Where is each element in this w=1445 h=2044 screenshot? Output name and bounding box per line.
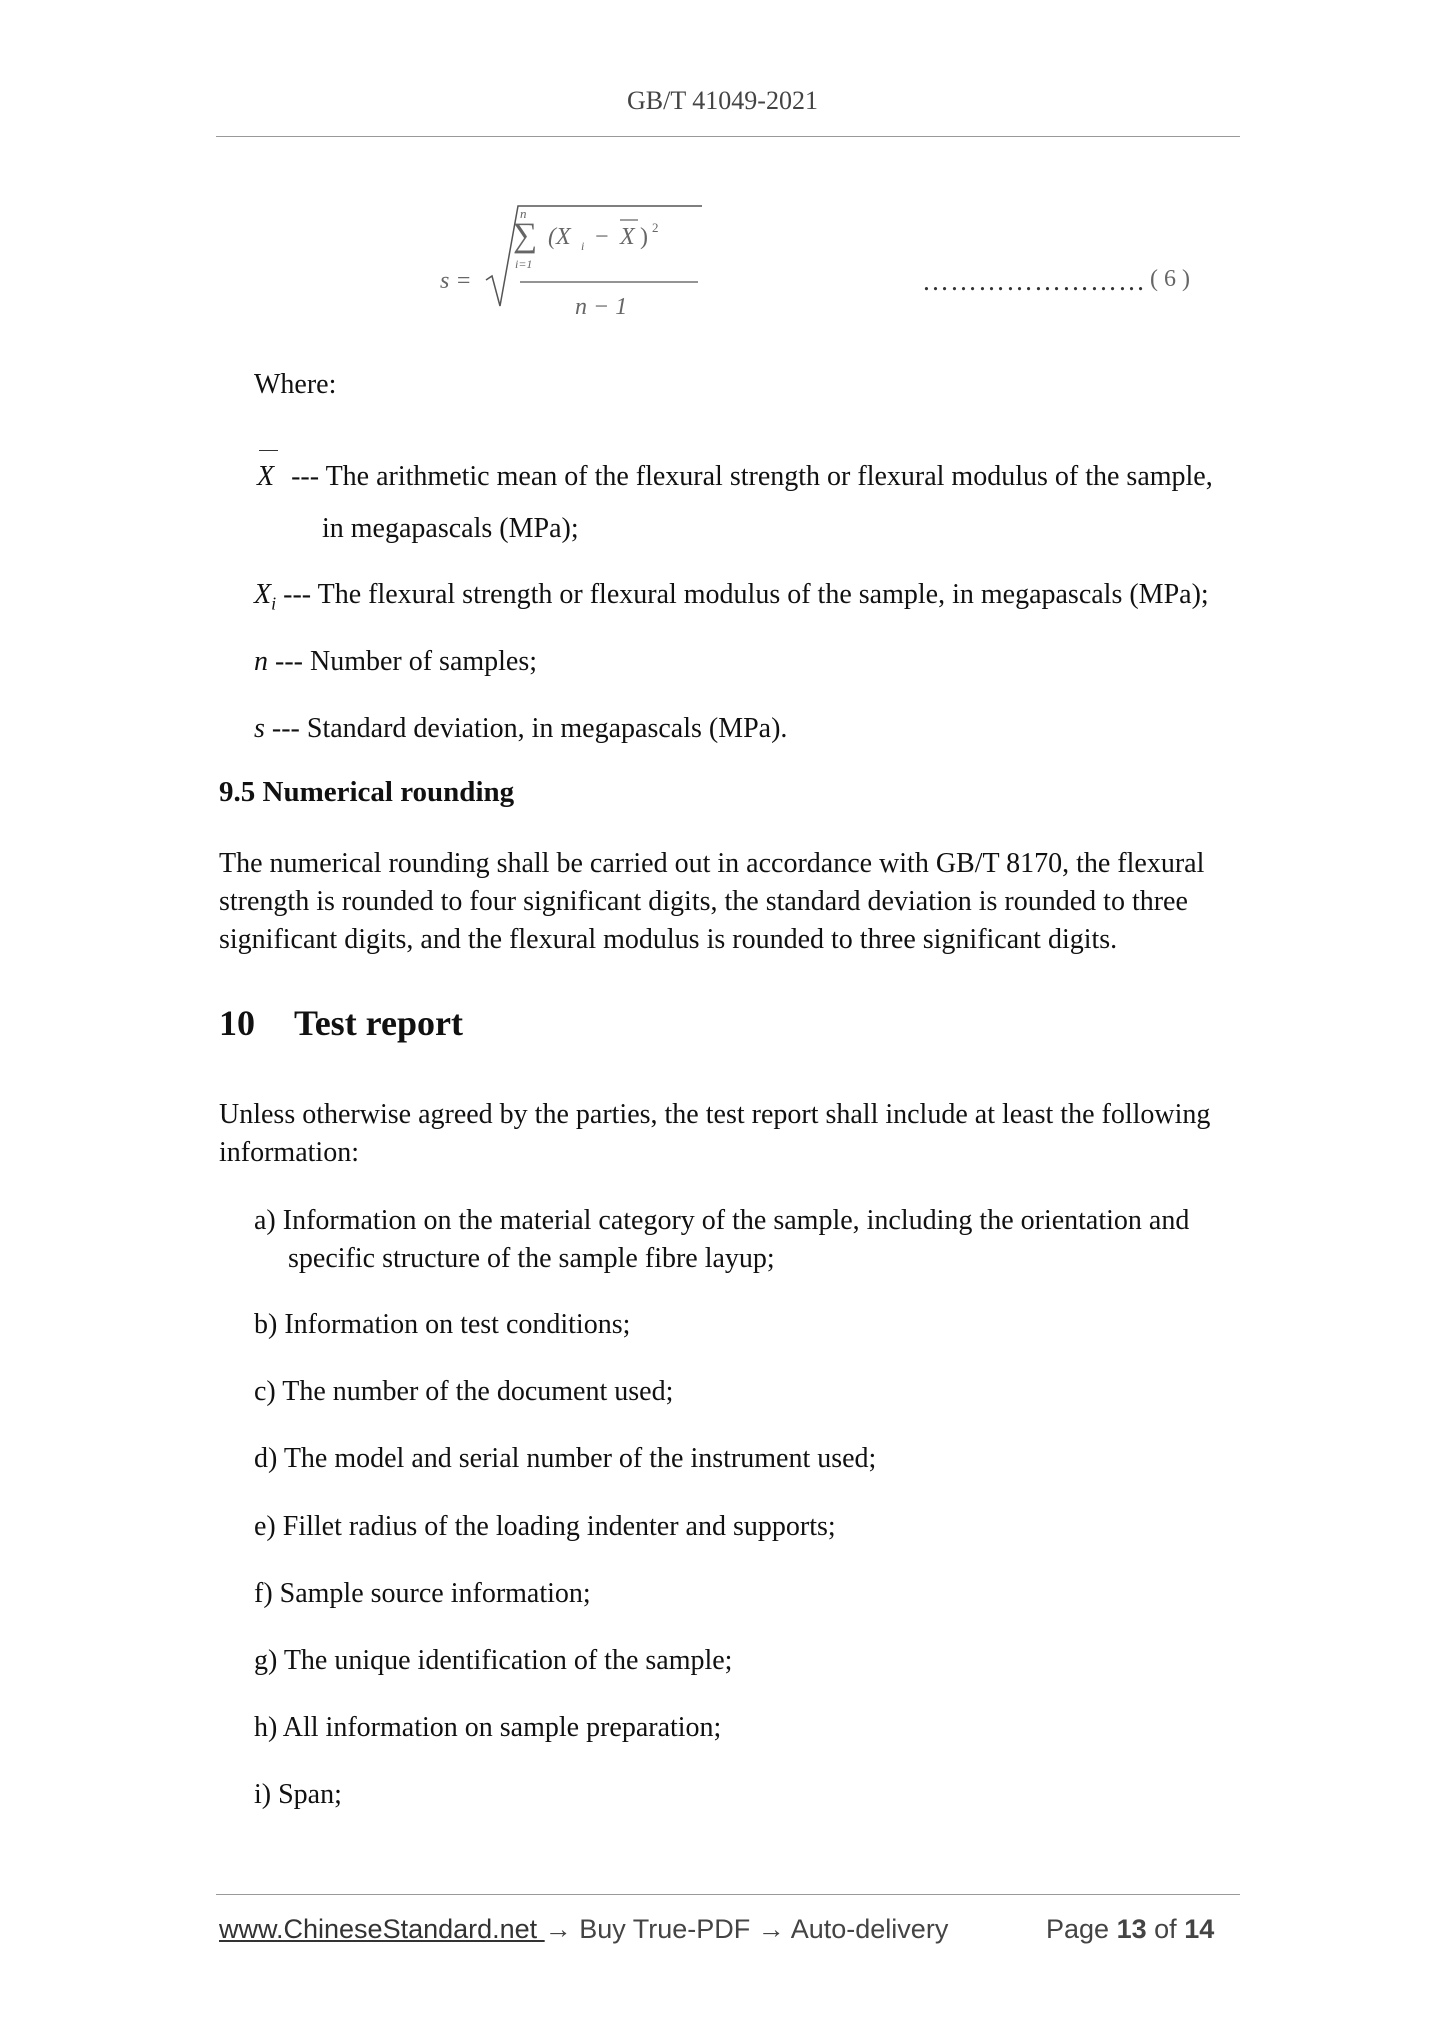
section-10-intro-line: Unless otherwise agreed by the parties, the test report shall include at least the following (219, 1099, 1211, 1130)
page-indicator (1046, 1914, 1214, 1945)
where-item-s (254, 710, 787, 748)
section-10-number: 10 (219, 1003, 255, 1043)
footer-rule (216, 1894, 1240, 1895)
symbol-s: s (254, 713, 265, 744)
page-label: Page (1046, 1914, 1110, 1944)
document-header: GB/T 41049-2021 (627, 86, 818, 115)
where-item-xi-text: --- The flexural strength or flexural modulus of the sample, in megapascals (MPa); (283, 579, 1209, 610)
of-label: of (1154, 1914, 1177, 1944)
section-10-intro-line: information: (219, 1137, 359, 1168)
sum-sign: ∑ (513, 217, 538, 254)
list-item-a: a) Information on the material category of the sample, including the orientation and (254, 1205, 1190, 1236)
list-item-e: e) Fillet radius of the loading indenter and supports; (254, 1511, 836, 1542)
list-item-d: d) The model and serial number of the instrument used; (254, 1443, 877, 1474)
equation-number: ( 6 ) (1150, 266, 1190, 292)
where-item-xi (254, 576, 1209, 623)
where-item-mean-cont: in megapascals (MPa); (322, 513, 579, 544)
sum-lower-limit: i=1 (515, 257, 533, 271)
where-item-mean-text: --- The arithmetic mean of the flexural strength or flexural modulus of the sample, (291, 461, 1213, 492)
list-item-f: f) Sample source information; (254, 1578, 591, 1609)
page-total: 14 (1184, 1914, 1215, 1944)
section-10-heading (219, 1002, 463, 1044)
section-9-5-line: The numerical rounding shall be carried out in accordance with GB/T 8170, the flexural (219, 848, 1205, 879)
symbol-xi-subscript: i (271, 593, 277, 614)
where-item-s-text: --- Standard deviation, in megapascals (MPa). (271, 713, 788, 744)
where-item-n (254, 643, 537, 681)
symbol-xi: X (254, 579, 272, 610)
arrow-icon: → (544, 1914, 572, 1944)
section-9-5-line: strength is rounded to four significant digits, the standard deviation is rounded to three (219, 886, 1188, 917)
sum-upper-limit: n (520, 206, 527, 221)
section-10-title: Test report (294, 1003, 463, 1043)
footer-delivery-text: Auto-delivery (784, 1914, 949, 1944)
numerator-close: ) (640, 224, 648, 250)
numerator-minus: − (595, 224, 609, 250)
where-item-n-text: --- Number of samples; (275, 646, 538, 677)
arrow-icon: → (757, 1914, 785, 1944)
numerator-mean: X (620, 224, 635, 250)
where-label: Where: (254, 369, 337, 400)
numerator-exponent: 2 (652, 220, 659, 235)
standard-deviation-formula (440, 198, 720, 328)
list-item-b: b) Information on test conditions; (254, 1309, 631, 1340)
where-item-mean (257, 458, 1213, 496)
denominator: n − 1 (575, 294, 628, 320)
formula-lhs: s = (440, 268, 472, 294)
symbol-n: n (254, 646, 268, 677)
footer-promo (219, 1914, 948, 1945)
numerator-term: (X (548, 224, 571, 250)
equation-leader-dots: …………………… (922, 266, 1146, 296)
section-9-5-title: 9.5 Numerical rounding (219, 776, 515, 808)
list-item-h: h) All information on sample preparation; (254, 1712, 722, 1743)
section-9-5-line: significant digits, and the flexural modulus is rounded to three significant digits. (219, 924, 1118, 955)
footer-buy-text: Buy True-PDF (571, 1914, 758, 1944)
site-link[interactable]: www.ChineseStandard.net (219, 1914, 545, 1944)
list-item-a-cont: specific structure of the sample fibre layup; (288, 1243, 775, 1274)
list-item-g: g) The unique identification of the sample; (254, 1645, 733, 1676)
list-item-i: i) Span; (254, 1779, 342, 1810)
symbol-x-bar: X (257, 458, 274, 496)
section-9-5-body (219, 845, 1243, 959)
numerator-subscript: i (581, 239, 585, 253)
list-item-c: c) The number of the document used; (254, 1376, 674, 1407)
header-rule (216, 136, 1240, 137)
page-number: 13 (1116, 1914, 1147, 1944)
section-10-intro (219, 1096, 1243, 1172)
